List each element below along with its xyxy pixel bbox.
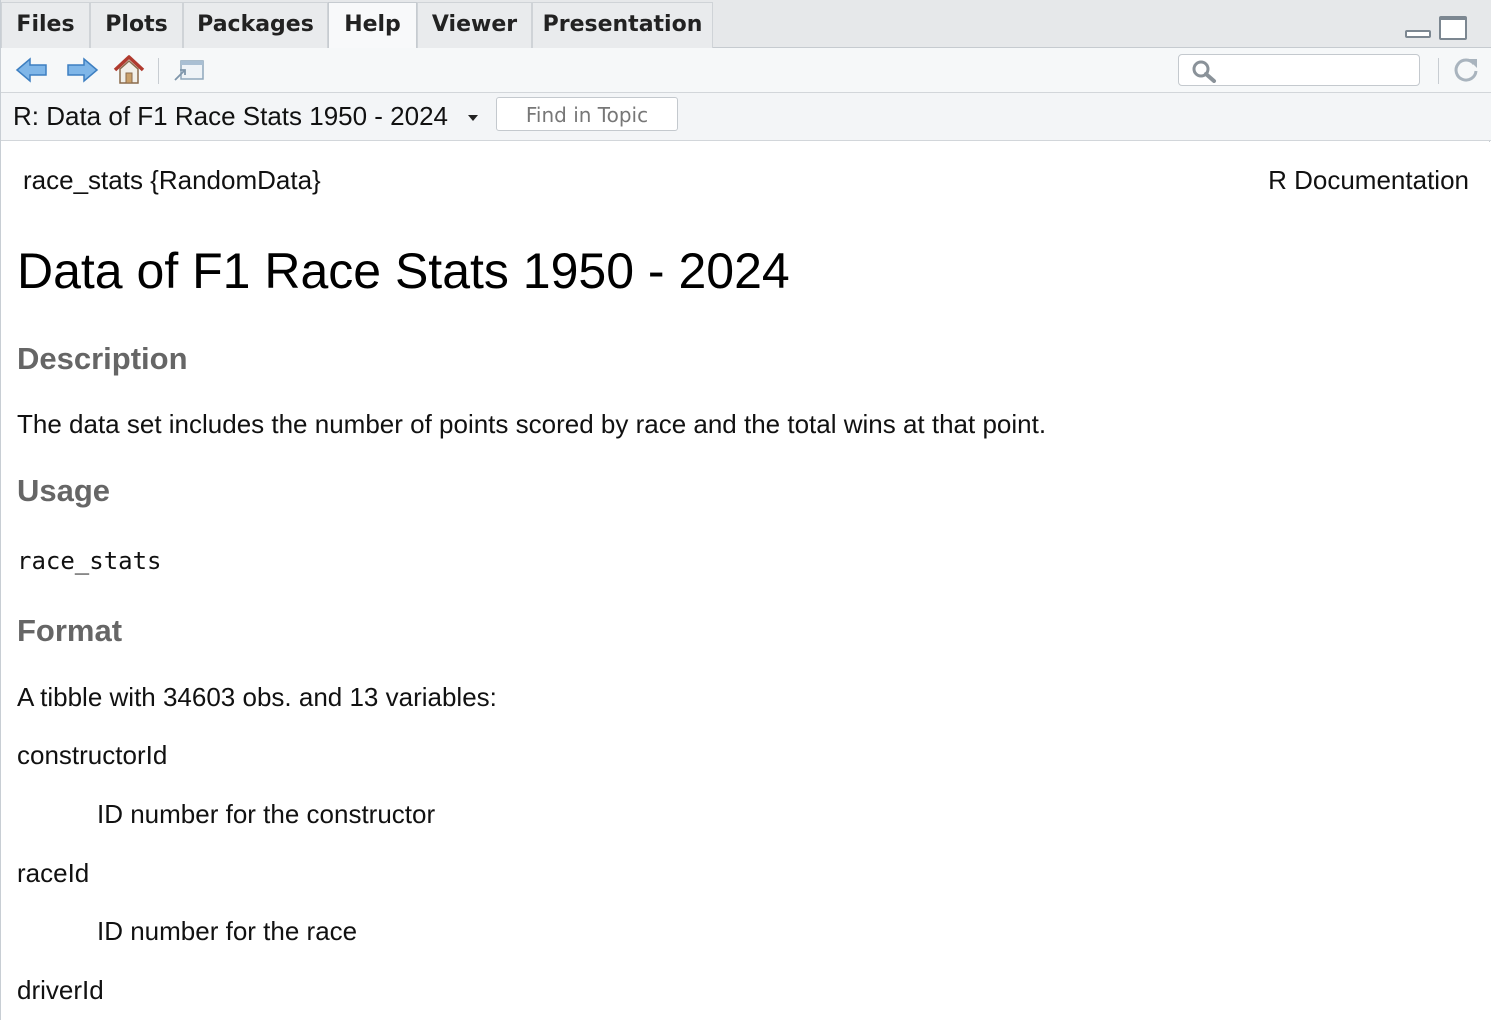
home-icon[interactable] xyxy=(112,54,146,86)
doc-header-source: R Documentation xyxy=(1268,165,1469,195)
search-icon xyxy=(1191,59,1217,83)
tab-packages[interactable]: Packages xyxy=(183,2,328,48)
format-text: A tibble with 34603 obs. and 13 variables: xyxy=(17,682,497,712)
tab-viewer[interactable]: Viewer xyxy=(417,2,532,48)
doc-header-topic: race_stats {RandomData} xyxy=(23,165,321,195)
variable-name: driverId xyxy=(17,975,104,1005)
popout-icon[interactable] xyxy=(173,59,205,83)
help-toolbar xyxy=(1,48,1491,93)
tab-plots[interactable]: Plots xyxy=(90,2,183,48)
tab-presentation[interactable]: Presentation xyxy=(532,2,713,48)
variable-name: constructorId xyxy=(17,740,168,770)
find-in-topic-button[interactable]: Find in Topic xyxy=(496,97,678,131)
forward-arrow-icon[interactable] xyxy=(65,56,99,84)
toolbar-separator-right xyxy=(1438,58,1439,84)
refresh-icon[interactable] xyxy=(1451,55,1481,85)
maximize-icon[interactable] xyxy=(1439,16,1467,40)
format-heading: Format xyxy=(17,613,123,648)
variable-name: raceId xyxy=(17,858,90,888)
variable-description: ID number for the constructor xyxy=(97,799,436,829)
description-text: The data set includes the number of points scored by race and the total wins at that point. xyxy=(17,409,1047,439)
minimize-icon[interactable] xyxy=(1405,30,1431,38)
help-content xyxy=(1,142,1491,1020)
topic-bar xyxy=(1,93,1491,141)
usage-heading: Usage xyxy=(17,473,111,508)
page-title: Data of F1 Race Stats 1950 - 2024 xyxy=(17,243,790,299)
help-search-box[interactable] xyxy=(1178,54,1420,86)
tab-files[interactable]: Files xyxy=(1,2,90,48)
topic-title-dropdown[interactable]: R: Data of F1 Race Stats 1950 - 2024 xyxy=(13,101,449,131)
toolbar-separator xyxy=(158,58,159,84)
usage-code: race_stats xyxy=(17,547,162,575)
back-arrow-icon[interactable] xyxy=(15,56,49,84)
pane-tab-bar xyxy=(1,0,1491,48)
variable-description: ID number for the race xyxy=(97,916,358,946)
chevron-down-icon[interactable] xyxy=(468,115,478,121)
description-heading: Description xyxy=(17,341,188,376)
help-search-input[interactable] xyxy=(1223,59,1413,83)
tab-help[interactable]: Help xyxy=(328,2,417,49)
